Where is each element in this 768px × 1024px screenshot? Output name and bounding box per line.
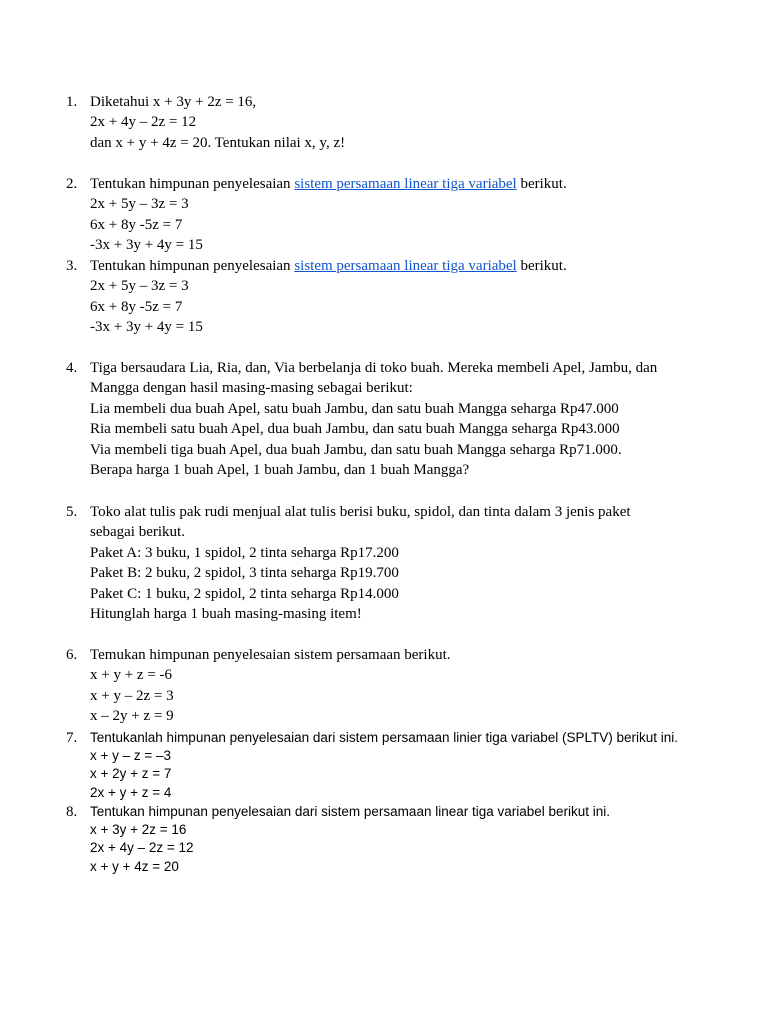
problem-line: Via membeli tiga buah Apel, dua buah Jambu, dan satu buah Mangga seharga Rp71.000. xyxy=(90,441,622,458)
spltv-link[interactable]: sistem persamaan linear tiga variabel xyxy=(294,176,517,192)
problem-line: Hitunglah harga 1 buah masing-masing item! xyxy=(90,606,362,623)
intro-text: Tentukan himpunan penyelesaian xyxy=(90,258,295,274)
problem-body xyxy=(90,92,710,153)
problem-line: Paket B: 2 buku, 2 spidol, 3 tinta seharga Rp19.700 xyxy=(90,565,399,582)
problem-line: x + 2y + z = 7 xyxy=(90,766,172,782)
problem-line: 2x + y + z = 4 xyxy=(90,784,172,800)
problem-number: 7. xyxy=(66,730,78,746)
problem-line: 6x + 8y -5z = 7 xyxy=(90,216,183,233)
problem-line: Paket C: 1 buku, 2 spidol, 2 tinta seharga Rp14.000 xyxy=(90,585,399,602)
problem-number: 5. xyxy=(66,504,78,520)
problem-number: 1. xyxy=(66,94,78,110)
problem-line: Lia membeli dua buah Apel, satu buah Jambu, dan satu buah Mangga seharga Rp47.000 xyxy=(90,400,619,417)
problem-line: dan x + y + 4z = 20. Tentukan nilai x, y, z! xyxy=(90,134,346,151)
problem-line: 2x + 5y – 3z = 3 xyxy=(90,196,189,213)
problem-line: sebagai berikut. xyxy=(90,524,185,541)
intro-text: berikut. xyxy=(516,176,567,192)
problem-number: 4. xyxy=(66,360,78,376)
spltv-link[interactable]: sistem persamaan linear tiga variabel xyxy=(294,258,517,274)
problem-line: Tentukanlah himpunan penyelesaian dari sistem persamaan linier tiga variabel (SPLTV) berikut ini. xyxy=(90,730,679,745)
problem-body xyxy=(90,256,710,338)
problem-intro xyxy=(90,256,710,276)
problem-line: x – 2y + z = 9 xyxy=(90,708,174,725)
problem-line: Tentukan himpunan penyelesaian dari sistem persamaan linear tiga variabel berikut ini. xyxy=(90,804,611,819)
problem-line: x + y + 4z = 20 xyxy=(90,858,179,874)
problem-line: Berapa harga 1 buah Apel, 1 buah Jambu, dan 1 buah Mangga? xyxy=(90,462,470,479)
problem-line: 2x + 4y – 2z = 12 xyxy=(90,840,194,856)
intro-text: berikut. xyxy=(516,258,567,274)
problem-body xyxy=(90,803,710,876)
problem-number: 2. xyxy=(66,176,78,192)
problem-body xyxy=(90,174,710,256)
problem-line: Mangga dengan hasil masing-masing sebagai berikut: xyxy=(90,380,413,397)
problem-line: Diketahui x + 3y + 2z = 16, xyxy=(90,94,257,110)
problem-number: 6. xyxy=(66,647,78,663)
problem-line: Ria membeli satu buah Apel, dua buah Jambu, dan satu buah Mangga seharga Rp43.000 xyxy=(90,421,620,438)
problem-line: -3x + 3y + 4y = 15 xyxy=(90,237,203,254)
problem-line: Temukan himpunan penyelesaian sistem persamaan berikut. xyxy=(90,647,451,663)
problem-body xyxy=(90,645,710,727)
problem-body xyxy=(90,729,710,802)
problem-line: x + y – z = –3 xyxy=(90,748,172,764)
intro-text: Tentukan himpunan penyelesaian xyxy=(90,176,295,192)
problem-number: 8. xyxy=(66,804,78,820)
problem-number: 3. xyxy=(66,258,78,274)
problem-line: Paket A: 3 buku, 1 spidol, 2 tinta seharga Rp17.200 xyxy=(90,544,399,561)
problem-body xyxy=(90,502,710,624)
problem-line: Tiga bersaudara Lia, Ria, dan, Via berbelanja di toko buah. Mereka membeli Apel, Jambu, dan xyxy=(90,360,658,376)
problem-body xyxy=(90,358,710,480)
problem-line: x + y + z = -6 xyxy=(90,667,173,684)
problem-line: x + y – 2z = 3 xyxy=(90,687,174,704)
problem-line: 2x + 4y – 2z = 12 xyxy=(90,114,197,131)
problem-line: 6x + 8y -5z = 7 xyxy=(90,298,183,315)
problem-intro xyxy=(90,174,710,194)
problem-line: x + 3y + 2z = 16 xyxy=(90,822,187,838)
problem-line: 2x + 5y – 3z = 3 xyxy=(90,278,189,295)
problem-line: Toko alat tulis pak rudi menjual alat tulis berisi buku, spidol, dan tinta dalam 3 jenis paket xyxy=(90,504,631,520)
problem-line: -3x + 3y + 4y = 15 xyxy=(90,319,203,336)
